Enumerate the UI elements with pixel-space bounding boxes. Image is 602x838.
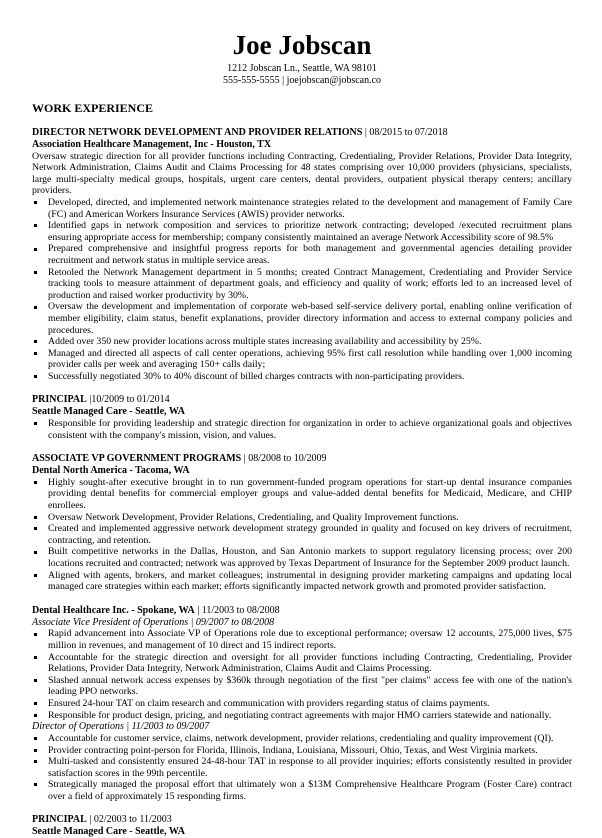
bullet-list — [32, 477, 572, 593]
bullet-item: Rapid advancement into Associate VP of Operations role due to exceptional performance; oversaw 12 accounts, 275,000 lives, $75 million in revenues, and management of 10 direct and 15 indirect reports. — [32, 628, 572, 651]
bullet-item: Aligned with agents, brokers, and market colleagues; instrumental in designing provider marketing campaigns and updating local managed care strategies within each market; efforts significantly impacted network growth and promoted provider satisfaction. — [32, 570, 572, 593]
job-dates: | 08/2008 to 10/2009 — [241, 453, 327, 465]
bullet-item: Developed, directed, and implemented network maintenance strategies related to the development and management of Family Care (FC) and American Workers Insurance Services (AWIS) provider networks. — [32, 197, 572, 220]
job-title: Dental Healthcare Inc. - Spokane, WA — [32, 604, 195, 616]
job-company: Seattle Managed Care - Seattle, WA — [32, 406, 185, 418]
bullet-item: Built competitive networks in the Dallas, Houston, and San Antonio markets to support regulatory licensing process; over 200 locations recruited and contracted; network was approved by Texas Department of Insurance for the September 2009 product launch. — [32, 546, 572, 569]
resume-contact: 555-555-5555 | joejobscan@jobscan.co — [222, 75, 382, 86]
job-entry — [32, 605, 572, 803]
bullet-list — [32, 628, 572, 721]
job-company: Seattle Managed Care - Seattle, WA — [32, 826, 185, 838]
bullet-item: Created and implemented aggressive network development strategy grounded in quality and focused on key drivers of recruitment, contracting, and retention. — [32, 523, 572, 546]
bullet-item: Identified gaps in network composition and services to prioritize network contracting; developed /executed recruitment plans ensuring appropriate access for membership; company consistently maintained an average Network Accessibility score of 98.5% — [32, 220, 572, 243]
bullet-item: Multi-tasked and consistently ensured 24-48-hour TAT in response to all provider inquiries; efforts consistently resulted in provider satisfaction scores in the 99th percentile. — [32, 756, 572, 779]
job-role-line: Associate Vice President of Operations | 09/2007 to 08/2008 — [32, 616, 275, 628]
bullet-item: Accountable for customer service, claims, network development, provider relations, credentialing and quality improvement (QI). — [32, 733, 572, 745]
bullet-item: Highly sought-after executive brought in to run government-funded program operations for start-up dental insurance companies providing dental benefits for commercial employer groups and value-added dental benefits for Medicaid, Medicare, and CHIP enrollees. — [32, 477, 572, 512]
job-role-line: Director of Operations | 11/2003 to 09/2007 — [32, 721, 210, 733]
work-experience-heading: WORK EXPERIENCE — [32, 101, 154, 115]
bullet-item: Strategically managed the proposal effort that ultimately won a $13M Comprehensive Healthcare Program (Foster Care) contract over a field of approximately 15 responding firms. — [32, 779, 572, 802]
job-title: PRINCIPAL — [32, 814, 87, 826]
bullet-item: Managed and directed all aspects of call center operations, achieving 95% first call resolution while handling over 1,000 incoming provider calls per week and averaging 150+ calls daily; — [32, 348, 572, 371]
job-entry — [32, 453, 572, 593]
jobs-list — [32, 127, 572, 838]
job-company: Association Healthcare Management, Inc - Houston, TX — [32, 138, 272, 150]
job-dates: | 08/2015 to 07/2018 — [362, 127, 448, 138]
job-title-line — [32, 394, 572, 406]
job-dates: |10/2009 to 01/2014 — [86, 394, 170, 406]
job-title: DIRECTOR NETWORK DEVELOPMENT AND PROVIDER RELATIONS — [32, 127, 363, 138]
bullet-item: Responsible for providing leadership and strategic direction for organization in order to achieve organizational goals and objectives consistent with the company's mission, vision, and values. — [32, 418, 572, 441]
bullet-item: Retooled the Network Management department in 5 months; created Contract Management, Credentialing and Provider Service tracking tools to measure attainment of department goals, and efficiency and quality of work; efforts led to an increased level of production and raised worker productivity by 30%. — [32, 267, 572, 302]
job-dates: | 11/2003 to 08/2008 — [194, 604, 280, 616]
job-summary: Oversaw strategic direction for all provider functions including Contracting, Credentialing, Provider Relations, Provider Data Integrity, Network Administration, Claims Audit and Claims Processing for 48 states comprising over 10,000 providers (physicians, specialists, large multi-specialty medical groups, hospitals, urgent care centers, dental providers, outpatient physical therapy centers; ancillary providers. — [32, 150, 572, 197]
bullet-item: Added over 350 new provider locations across multiple states increasing availability and accessibility by 25%. — [32, 336, 572, 348]
bullet-item: Provider contracting point-person for Florida, Illinois, Indiana, Louisiana, Missouri, Ohio, Texas, and West Virginia markets. — [32, 745, 572, 757]
bullet-item: Responsible for product design, pricing, and negotiating contract agreements with major HMO carriers statewide and nationally. — [32, 710, 572, 722]
job-title-line — [32, 814, 572, 826]
bullet-item: Ensured 24-hour TAT on claim research and communication with providers regarding status of claims payments. — [32, 698, 572, 710]
resume-address: 1212 Jobscan Ln., Seattle, WA 98101 — [227, 63, 377, 74]
job-company: Dental North America - Tacoma, WA — [32, 465, 190, 477]
resume-header — [32, 30, 572, 87]
job-entry — [32, 394, 572, 441]
bullet-list — [32, 197, 572, 383]
bullet-item: Accountable for the strategic direction and oversight for all provider functions including Contracting, Credentialing, Provider Relations, Provider Data Integrity, Network Administration, Claims Audit and Claims Processing. — [32, 652, 572, 675]
bullet-list — [32, 418, 572, 441]
job-dates: | 02/2003 to 11/2003 — [86, 814, 172, 826]
bullet-item: Prepared comprehensive and insightful progress reports for both management and governmental agencies detailing provider recruitment and network status in multiple service areas. — [32, 243, 572, 266]
job-title-line — [32, 453, 572, 465]
bullet-item: Oversaw the development and implementation of corporate web-based self-service delivery portal, enabling online verification of member eligibility, claim status, benefit explanations, provider directory information and access to external company policies and procedures. — [32, 301, 572, 336]
job-entry — [32, 127, 572, 382]
job-title: PRINCIPAL — [32, 394, 87, 406]
bullet-item: Oversaw Network Development, Provider Relations, Credentialing, and Quality Improvement functions. — [32, 512, 572, 524]
job-title-line — [32, 127, 572, 139]
bullet-item: Slashed annual network access expenses by $360k through negotiation of the first "per claims" access fee with one of the nation's leading PPO networks. — [32, 675, 572, 698]
job-title: ASSOCIATE VP GOVERNMENT PROGRAMS — [32, 453, 242, 465]
job-title-line — [32, 605, 572, 617]
bullet-list — [32, 733, 572, 803]
job-entry — [32, 814, 572, 838]
bullet-item: Successfully negotiated 30% to 40% discount of billed charges contracts with non-participating providers. — [32, 371, 572, 383]
resume-name: Joe Jobscan — [232, 30, 372, 60]
